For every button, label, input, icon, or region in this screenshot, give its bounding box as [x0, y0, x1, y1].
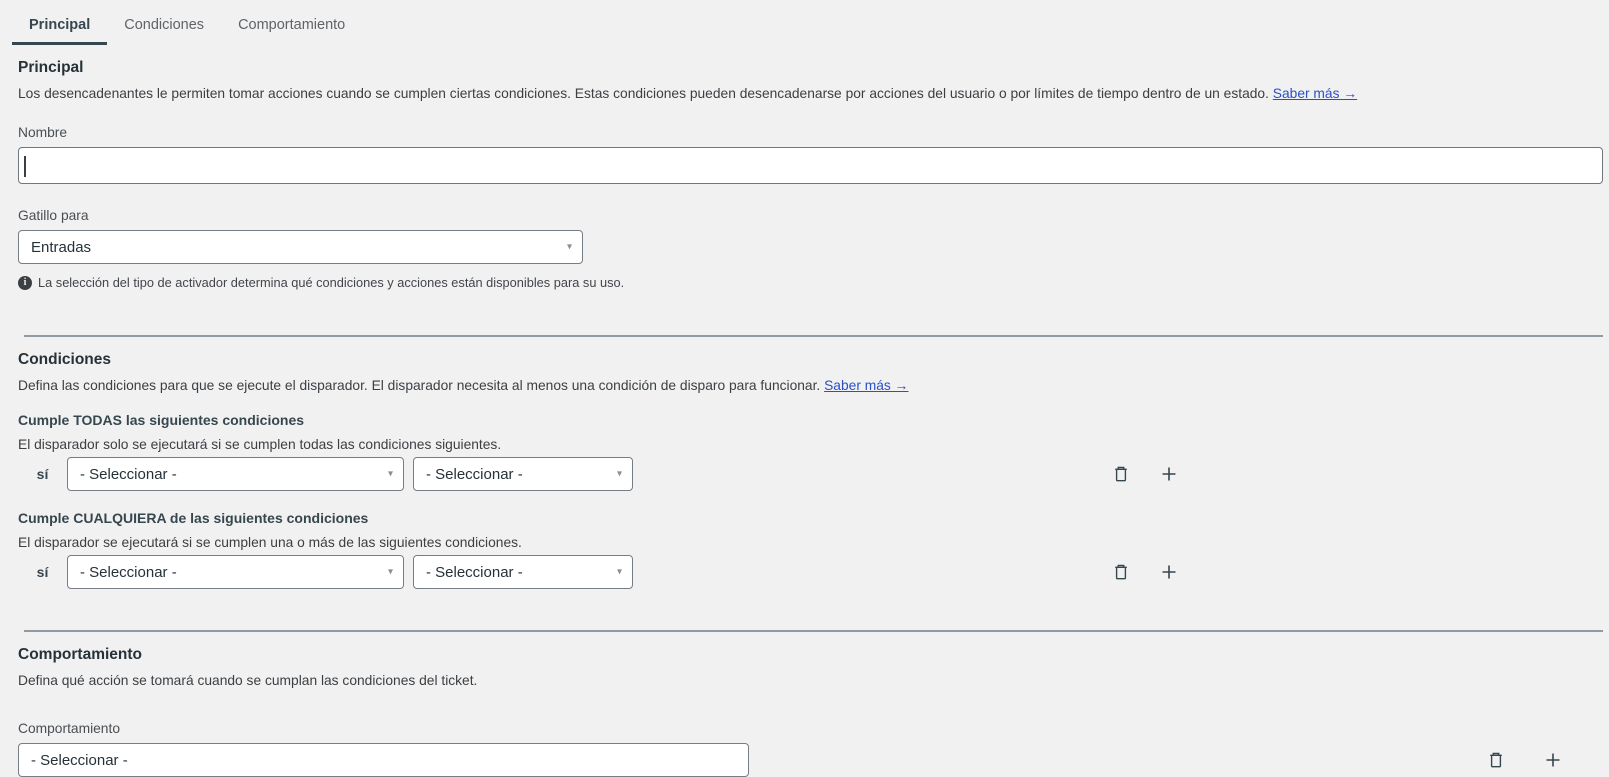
plus-icon — [1543, 750, 1563, 770]
behavior-select[interactable] — [18, 743, 749, 777]
name-input[interactable] — [18, 147, 1603, 184]
all-conditions-subtitle: El disparador solo se ejecutará si se cumplen todas las condiciones siguientes. — [18, 437, 502, 452]
behavior-row — [18, 743, 1609, 777]
condiciones-section-description — [18, 378, 1609, 393]
condiciones-description-text: Defina las condiciones para que se ejecute el disparador. El disparador necesita al menos una condición de disparo para funcionar. — [18, 378, 821, 393]
delete-condition-button[interactable] — [1111, 464, 1131, 484]
section-divider — [24, 335, 1603, 337]
behavior-field-label: Comportamiento — [18, 721, 120, 736]
comportamiento-section-title: Comportamiento — [18, 646, 142, 663]
plus-icon — [1159, 562, 1179, 582]
any-condition-value-value: - Seleccionar - — [426, 563, 523, 581]
info-icon: i — [18, 276, 32, 290]
all-condition-field-select[interactable] — [67, 457, 404, 491]
tab-bar — [0, 0, 1609, 45]
principal-section-title: Principal — [18, 59, 84, 76]
principal-description-text: Los desencadenantes le permiten tomar acciones cuando se cumplen ciertas condiciones. Estas condiciones pueden desencadenarse por acciones del usuario o por límites de tiempo dentro de un estado. — [18, 86, 1269, 101]
all-condition-field-value: - Seleccionar - — [80, 465, 177, 483]
condition-row-prefix: sí — [36, 466, 49, 482]
trigger-info-text: La selección del tipo de activador determina qué condiciones y acciones están disponibles para su uso. — [38, 275, 625, 290]
all-conditions-row — [18, 457, 1609, 491]
delete-condition-button[interactable] — [1111, 562, 1131, 582]
all-condition-value-value: - Seleccionar - — [426, 465, 523, 483]
condiciones-learn-more-link[interactable]: Saber más → — [824, 378, 909, 393]
trigger-for-label: Gatillo para — [18, 208, 89, 223]
comportamiento-section-description: Defina qué acción se tomará cuando se cumplan las condiciones del ticket. — [18, 673, 478, 688]
behavior-selected-value: - Seleccionar - — [31, 751, 128, 769]
tab-comportamiento[interactable]: Comportamiento — [238, 17, 346, 33]
chevron-down-icon: ▾ — [566, 241, 572, 253]
add-condition-button[interactable] — [1159, 562, 1179, 582]
form-content — [0, 59, 1609, 777]
trash-icon — [1111, 464, 1131, 484]
add-behavior-button[interactable] — [1543, 750, 1563, 770]
chevron-down-icon: ▾ — [616, 468, 622, 480]
any-conditions-row — [18, 555, 1609, 589]
name-field-label: Nombre — [18, 125, 68, 140]
trigger-info-note — [18, 275, 1609, 290]
delete-behavior-button[interactable] — [1486, 750, 1506, 770]
chevron-down-icon: ▾ — [387, 566, 393, 578]
all-conditions-title: Cumple TODAS las siguientes condiciones — [18, 412, 305, 428]
principal-learn-more-link[interactable]: Saber más → — [1272, 86, 1358, 101]
trash-icon — [1111, 562, 1131, 582]
plus-icon — [1159, 464, 1179, 484]
text-caret — [24, 156, 26, 177]
tab-condiciones[interactable]: Condiciones — [124, 17, 205, 33]
condiciones-section-title: Condiciones — [18, 351, 112, 368]
any-condition-field-select[interactable] — [67, 555, 404, 589]
any-condition-field-value: - Seleccionar - — [80, 563, 177, 581]
trigger-for-select[interactable] — [18, 230, 583, 264]
condition-row-prefix: sí — [36, 564, 49, 580]
add-condition-button[interactable] — [1159, 464, 1179, 484]
trash-icon — [1486, 750, 1506, 770]
section-divider — [24, 630, 1603, 632]
chevron-down-icon: ▾ — [616, 566, 622, 578]
any-condition-value-select[interactable] — [413, 555, 633, 589]
all-condition-value-select[interactable] — [413, 457, 633, 491]
trigger-for-selected-value: Entradas — [31, 238, 92, 256]
any-conditions-title: Cumple CUALQUIERA de las siguientes condiciones — [18, 510, 369, 526]
chevron-down-icon: ▾ — [387, 468, 393, 480]
principal-section-description — [18, 86, 1609, 101]
any-conditions-subtitle: El disparador se ejecutará si se cumplen una o más de las siguientes condiciones. — [18, 535, 522, 550]
tab-principal[interactable]: Principal — [12, 8, 107, 45]
